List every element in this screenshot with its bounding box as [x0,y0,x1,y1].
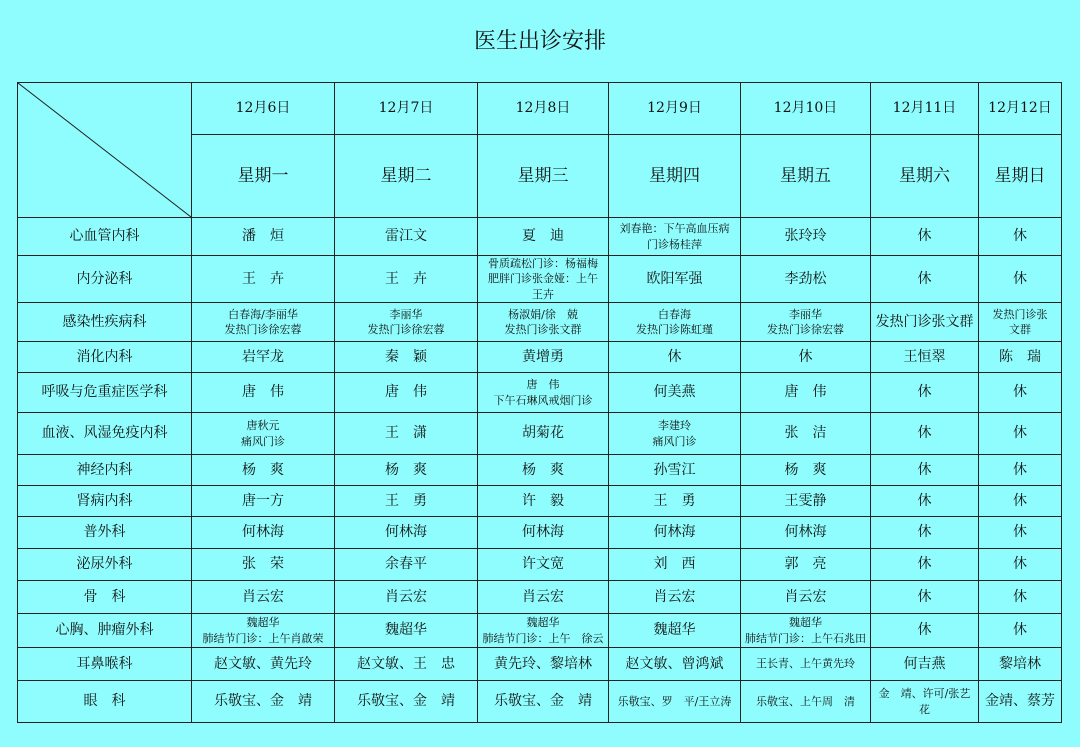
doctor-cell: 休 [871,614,979,648]
department-name: 普外科 [18,517,192,549]
doctor-cell: 休 [609,342,741,373]
doctor-cell: 白春海/李丽华 发热门诊徐宏蓉 [192,303,335,342]
doctor-cell: 肖云宏 [478,581,609,614]
table-row [18,517,1062,549]
doctor-cell: 余春平 [335,549,478,581]
doctor-cell: 王 潇 [335,413,478,455]
table-row [18,303,1062,342]
doctor-cell: 休 [871,455,979,486]
schedule-table [17,82,1062,723]
doctor-cell: 肖云宏 [192,581,335,614]
department-name: 心胸、肿瘤外科 [18,614,192,648]
doctor-cell: 许文宽 [478,549,609,581]
doctor-cell: 肖云宏 [609,581,741,614]
doctor-cell: 胡菊花 [478,413,609,455]
department-name: 血液、风湿免疫内科 [18,413,192,455]
department-name: 骨 科 [18,581,192,614]
date-header: 12月10日 [741,83,871,135]
doctor-cell: 休 [979,486,1062,517]
doctor-cell: 何吉燕 [871,648,979,681]
table-row [18,342,1062,373]
weekday-header: 星期三 [478,135,609,218]
doctor-cell: 魏超华 肺结节门诊：上午石兆田 [741,614,871,648]
department-name: 肾病内科 [18,486,192,517]
doctor-cell: 休 [979,614,1062,648]
doctor-cell: 休 [871,218,979,256]
doctor-cell: 休 [871,256,979,303]
doctor-cell: 乐敬宝、罗 平/王立涛 [609,681,741,723]
doctor-cell: 王 勇 [335,486,478,517]
doctor-cell: 唐 伟 [741,373,871,413]
doctor-cell: 休 [979,373,1062,413]
table-row [18,486,1062,517]
weekday-header: 星期日 [979,135,1062,218]
doctor-cell: 黎培林 [979,648,1062,681]
doctor-cell: 休 [979,218,1062,256]
page-title: 医生出诊安排 [473,29,606,54]
corner-cell [18,83,192,218]
doctor-cell: 何林海 [609,517,741,549]
doctor-cell: 李丽华 发热门诊徐宏蓉 [335,303,478,342]
doctor-cell: 李建玲 痛风门诊 [609,413,741,455]
weekday-header: 星期二 [335,135,478,218]
doctor-cell: 唐 伟 [335,373,478,413]
doctor-cell: 唐 伟 下午石琳风戒烟门诊 [478,373,609,413]
doctor-cell: 潘 烜 [192,218,335,256]
table-row [18,256,1062,303]
doctor-cell: 休 [979,455,1062,486]
doctor-cell: 王长青、上午黄先玲 [741,648,871,681]
doctor-cell: 何林海 [741,517,871,549]
doctor-cell: 岩罕龙 [192,342,335,373]
doctor-cell: 休 [871,549,979,581]
table-row [18,581,1062,614]
department-name: 泌尿外科 [18,549,192,581]
doctor-cell: 杨 爽 [192,455,335,486]
doctor-cell: 杨 爽 [335,455,478,486]
doctor-cell: 雷江文 [335,218,478,256]
department-name: 呼吸与危重症医学科 [18,373,192,413]
department-name: 眼 科 [18,681,192,723]
doctor-cell: 魏超华 [335,614,478,648]
table-row [18,681,1062,723]
doctor-cell: 金 靖、许可/张艺 花 [871,681,979,723]
doctor-cell: 休 [979,581,1062,614]
doctor-cell: 刘春艳：下午高血压病 门诊杨桂萍 [609,218,741,256]
date-header: 12月6日 [192,83,335,135]
table-row [18,614,1062,648]
doctor-cell: 何美燕 [609,373,741,413]
department-name: 内分泌科 [18,256,192,303]
department-name: 心血管内科 [18,218,192,256]
doctor-cell: 张玲玲 [741,218,871,256]
doctor-cell: 孙雪江 [609,455,741,486]
doctor-cell: 休 [871,486,979,517]
doctor-cell: 赵文敏、黄先玲 [192,648,335,681]
doctor-cell: 魏超华 [609,614,741,648]
weekday-header: 星期四 [609,135,741,218]
doctor-cell: 李劲松 [741,256,871,303]
doctor-cell: 发热门诊张 文群 [979,303,1062,342]
doctor-cell: 金靖、蔡芳 [979,681,1062,723]
doctor-cell: 赵文敏、王 忠 [335,648,478,681]
doctor-cell: 白春海 发热门诊陈虹瑾 [609,303,741,342]
doctor-cell: 张 洁 [741,413,871,455]
doctor-cell: 许 毅 [478,486,609,517]
doctor-cell: 发热门诊张文群 [871,303,979,342]
doctor-cell: 黄先玲、黎培林 [478,648,609,681]
doctor-cell: 黄增勇 [478,342,609,373]
doctor-cell: 唐一方 [192,486,335,517]
table-row [18,549,1062,581]
doctor-cell: 张 荣 [192,549,335,581]
table-row [18,413,1062,455]
weekday-header: 星期六 [871,135,979,218]
doctor-cell: 王 卉 [335,256,478,303]
doctor-cell: 肖云宏 [741,581,871,614]
doctor-cell: 何林海 [478,517,609,549]
doctor-cell: 休 [979,256,1062,303]
department-name: 耳鼻喉科 [18,648,192,681]
doctor-cell: 赵文敏、曾鸿斌 [609,648,741,681]
doctor-cell: 李丽华 发热门诊徐宏蓉 [741,303,871,342]
doctor-cell: 肖云宏 [335,581,478,614]
doctor-cell: 秦 颖 [335,342,478,373]
doctor-cell: 夏 迪 [478,218,609,256]
doctor-cell: 休 [979,517,1062,549]
doctor-cell: 休 [871,517,979,549]
table-row [18,218,1062,256]
department-name: 消化内科 [18,342,192,373]
doctor-cell: 乐敬宝、金 靖 [335,681,478,723]
department-name: 神经内科 [18,455,192,486]
doctor-cell: 休 [871,373,979,413]
doctor-cell: 王雯静 [741,486,871,517]
doctor-cell: 唐秋元 痛风门诊 [192,413,335,455]
doctor-cell: 王恒翠 [871,342,979,373]
table-row [18,455,1062,486]
doctor-cell: 杨淑娟/徐 兢 发热门诊张文群 [478,303,609,342]
doctor-cell: 休 [871,413,979,455]
date-header: 12月7日 [335,83,478,135]
weekday-header: 星期一 [192,135,335,218]
doctor-cell: 唐 伟 [192,373,335,413]
doctor-cell: 休 [979,549,1062,581]
doctor-cell: 欧阳军强 [609,256,741,303]
doctor-cell: 何林海 [335,517,478,549]
doctor-cell: 休 [871,581,979,614]
doctor-cell: 乐敬宝、金 靖 [478,681,609,723]
doctor-cell: 休 [979,413,1062,455]
doctor-cell: 魏超华 肺结节门诊：上午 徐云 [478,614,609,648]
doctor-cell: 王 勇 [609,486,741,517]
doctor-cell: 陈 瑞 [979,342,1062,373]
doctor-cell: 王 卉 [192,256,335,303]
doctor-cell: 魏超华 肺结节门诊：上午肖啟荣 [192,614,335,648]
date-header: 12月12日 [979,83,1062,135]
doctor-cell: 杨 爽 [741,455,871,486]
date-header: 12月11日 [871,83,979,135]
department-name: 感染性疾病科 [18,303,192,342]
table-row [18,373,1062,413]
doctor-cell: 郭 亮 [741,549,871,581]
doctor-cell: 休 [741,342,871,373]
doctor-cell: 乐敬宝、金 靖 [192,681,335,723]
date-header: 12月8日 [478,83,609,135]
table-row [18,648,1062,681]
doctor-cell: 何林海 [192,517,335,549]
diagonal-line [18,83,191,217]
weekday-header: 星期五 [741,135,871,218]
doctor-cell: 杨 爽 [478,455,609,486]
doctor-cell: 乐敬宝、上午周 清 [741,681,871,723]
doctor-cell: 刘 西 [609,549,741,581]
doctor-cell: 骨质疏松门诊：杨福梅 肥胖门诊张金娅：上午 王卉 [478,256,609,303]
date-header: 12月9日 [609,83,741,135]
